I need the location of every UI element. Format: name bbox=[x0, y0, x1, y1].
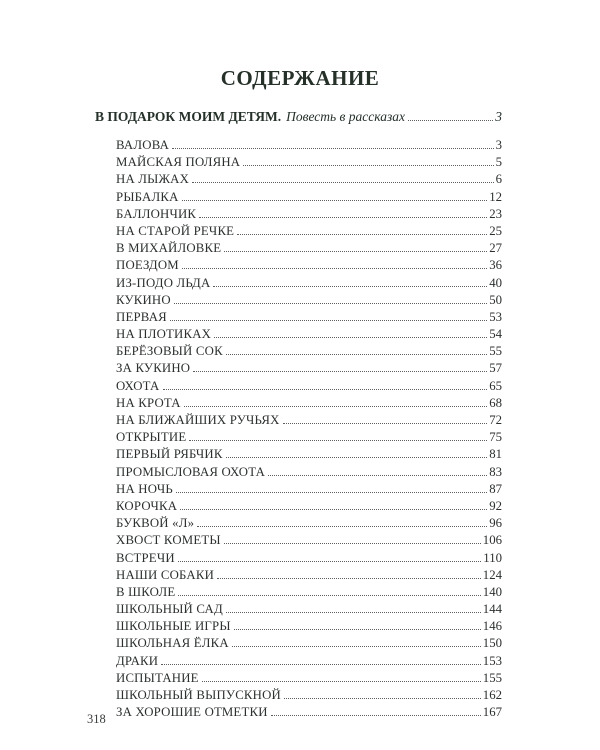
toc-entry bbox=[116, 618, 502, 635]
toc-entry-page-number: 167 bbox=[482, 705, 502, 720]
toc-entry-title: ВАЛОВА bbox=[116, 138, 170, 152]
dot-leader bbox=[284, 698, 481, 699]
dot-leader bbox=[268, 475, 487, 476]
toc-entry-page-number: 87 bbox=[489, 481, 502, 496]
dot-leader bbox=[174, 303, 487, 304]
dot-leader bbox=[170, 320, 487, 321]
toc-entry bbox=[116, 635, 502, 652]
toc-entry-page-number: 75 bbox=[489, 430, 502, 445]
toc-entry-title: ЗА КУКИНО bbox=[116, 361, 191, 376]
toc-list bbox=[116, 137, 502, 721]
toc-entry-title: В МИХАЙЛОВКЕ bbox=[116, 241, 222, 256]
toc-entry-title: ОХОТА bbox=[116, 378, 160, 393]
dot-leader bbox=[224, 251, 487, 252]
toc-entry-title: ШКОЛЬНЫЙ ВЫПУСКНОЙ bbox=[116, 688, 281, 702]
dot-leader bbox=[408, 120, 493, 121]
toc-entry-title: ДРАКИ bbox=[116, 653, 159, 668]
section-page-number: 3 bbox=[495, 109, 502, 124]
toc-entry-page-number: 106 bbox=[482, 533, 502, 548]
page-number: 318 bbox=[87, 712, 106, 726]
dot-leader bbox=[197, 526, 487, 527]
toc-entry-title: ШКОЛЬНАЯ ЁЛКА bbox=[116, 636, 229, 651]
toc-entry bbox=[116, 292, 502, 309]
toc-entry-page-number: 72 bbox=[489, 413, 502, 427]
toc-entry-title: БУКВОЙ «Л» bbox=[116, 516, 195, 531]
toc-entry-title: НА КРОТА bbox=[116, 395, 181, 410]
toc-entry-page-number: 55 bbox=[489, 344, 502, 359]
toc-entry-page-number: 83 bbox=[489, 464, 502, 479]
toc-entry bbox=[116, 498, 502, 515]
dot-leader bbox=[217, 578, 481, 579]
section-subtitle: Повесть в рассказах bbox=[286, 109, 405, 124]
toc-entry-page-number: 57 bbox=[489, 361, 502, 376]
dot-leader bbox=[214, 337, 487, 338]
toc-entry bbox=[116, 584, 502, 601]
toc-entry-page-number: 162 bbox=[482, 688, 502, 702]
toc-entry-title: ШКОЛЬНЫЕ ИГРЫ bbox=[116, 619, 231, 634]
dot-leader bbox=[243, 165, 493, 166]
toc-entry-title: ОТКРЫТИЕ bbox=[116, 430, 187, 445]
dot-leader bbox=[226, 354, 487, 355]
toc-entry-page-number: 27 bbox=[489, 241, 502, 256]
dot-leader bbox=[226, 612, 481, 613]
dot-leader bbox=[172, 148, 494, 149]
dot-leader bbox=[226, 457, 488, 458]
dot-leader bbox=[184, 406, 487, 407]
toc-entry-title: ПРОМЫСЛОВАЯ ОХОТА bbox=[116, 464, 266, 479]
dot-leader bbox=[271, 715, 481, 716]
toc-entry bbox=[116, 395, 502, 412]
dot-leader bbox=[163, 389, 488, 390]
toc-entry bbox=[116, 154, 502, 171]
toc-entry-title: НА НОЧЬ bbox=[116, 481, 173, 496]
toc-entry-page-number: 12 bbox=[489, 189, 502, 204]
dot-leader bbox=[232, 646, 481, 647]
toc-entry bbox=[116, 378, 502, 395]
toc-entry bbox=[116, 704, 502, 721]
toc-entry bbox=[116, 360, 502, 377]
toc-entry-title: КОРОЧКА bbox=[116, 498, 178, 513]
toc-entry-title: ПЕРВЫЙ РЯБЧИК bbox=[116, 447, 223, 462]
toc-entry-title: НА БЛИЖАЙШИХ РУЧЬЯХ bbox=[116, 413, 280, 427]
toc-entry bbox=[116, 206, 502, 223]
toc-entry bbox=[116, 343, 502, 360]
toc-entry bbox=[116, 429, 502, 446]
toc-entry-page-number: 36 bbox=[489, 258, 502, 273]
toc-entry-page-number: 96 bbox=[489, 516, 502, 531]
toc-entry-title: ШКОЛЬНЫЙ САД bbox=[116, 602, 223, 617]
toc-entry-page-number: 150 bbox=[482, 636, 502, 651]
toc-entry-page-number: 153 bbox=[482, 653, 502, 668]
toc-entry-page-number: 25 bbox=[489, 223, 502, 238]
dot-leader bbox=[178, 561, 481, 562]
dot-leader bbox=[213, 286, 487, 287]
toc-entry-title: ПОЕЗДОМ bbox=[116, 258, 179, 273]
dot-leader bbox=[161, 664, 481, 665]
toc-entry-title: ХВОСТ КОМЕТЫ bbox=[116, 533, 221, 548]
toc-entry bbox=[116, 412, 502, 429]
toc-entry bbox=[116, 481, 502, 498]
toc-entry bbox=[116, 189, 502, 206]
dot-leader bbox=[234, 629, 481, 630]
toc-entry bbox=[116, 446, 502, 463]
toc-entry bbox=[116, 275, 502, 292]
toc-entry bbox=[116, 309, 502, 326]
toc-entry bbox=[116, 223, 502, 240]
toc-entry-page-number: 3 bbox=[495, 138, 502, 152]
dot-leader bbox=[182, 268, 487, 269]
toc-entry bbox=[116, 567, 502, 584]
toc-entry bbox=[116, 532, 502, 549]
dot-leader bbox=[202, 681, 481, 682]
dot-leader bbox=[176, 492, 487, 493]
toc-section-heading bbox=[95, 109, 502, 125]
toc-entry-page-number: 144 bbox=[482, 602, 502, 617]
toc-entry-title: МАЙСКАЯ ПОЛЯНА bbox=[116, 155, 241, 170]
toc-entry-page-number: 81 bbox=[489, 447, 502, 462]
page-title: СОДЕРЖАНИЕ bbox=[220, 66, 380, 90]
dot-leader bbox=[189, 440, 487, 441]
toc-entry bbox=[116, 550, 502, 567]
toc-entry-page-number: 23 bbox=[489, 206, 502, 221]
toc-entry-page-number: 124 bbox=[482, 567, 502, 582]
toc-entry-title: БАЛЛОНЧИК bbox=[116, 206, 197, 221]
toc-entry bbox=[116, 326, 502, 343]
toc-entry bbox=[116, 515, 502, 532]
toc-entry-title: ПЕРВАЯ bbox=[116, 309, 167, 324]
toc-entry-page-number: 40 bbox=[489, 275, 502, 290]
toc-entry-page-number: 53 bbox=[489, 309, 502, 324]
toc-entry-title: НА СТАРОЙ РЕЧКЕ bbox=[116, 223, 235, 238]
toc-entry-page-number: 68 bbox=[489, 395, 502, 410]
dot-leader bbox=[237, 234, 487, 235]
toc-entry bbox=[116, 653, 502, 670]
toc-entry bbox=[116, 171, 502, 188]
dot-leader bbox=[178, 595, 480, 596]
toc-entry-title: РЫБАЛКА bbox=[116, 189, 179, 204]
dot-leader bbox=[193, 371, 487, 372]
toc-entry-title: ИЗ-ПОДО ЛЬДА bbox=[116, 275, 211, 290]
toc-entry-page-number: 155 bbox=[482, 670, 502, 685]
toc-entry bbox=[116, 464, 502, 481]
toc-entry-title: ВСТРЕЧИ bbox=[116, 550, 175, 565]
toc-entry-page-number: 65 bbox=[489, 378, 502, 393]
dot-leader bbox=[199, 217, 487, 218]
toc-entry bbox=[116, 257, 502, 274]
dot-leader bbox=[180, 509, 487, 510]
toc-entry bbox=[116, 137, 502, 154]
toc-entry-page-number: 54 bbox=[489, 327, 502, 342]
dot-leader bbox=[182, 200, 488, 201]
section-title: В ПОДАРОК МОИМ ДЕТЯМ. bbox=[95, 109, 282, 124]
toc-entry-title: КУКИНО bbox=[116, 292, 171, 307]
toc-entry-title: НА ЛЫЖАХ bbox=[116, 172, 190, 187]
dot-leader bbox=[224, 543, 481, 544]
toc-entry-page-number: 110 bbox=[483, 550, 502, 565]
toc-entry-page-number: 50 bbox=[489, 292, 502, 307]
dot-leader bbox=[283, 423, 488, 424]
toc-entry-title: НАШИ СОБАКИ bbox=[116, 567, 215, 582]
toc-entry-page-number: 92 bbox=[489, 498, 502, 513]
toc-entry-title: ИСПЫТАНИЕ bbox=[116, 670, 199, 685]
toc-entry-page-number: 140 bbox=[482, 584, 502, 599]
dot-leader bbox=[192, 182, 494, 183]
toc-entry bbox=[116, 670, 502, 687]
toc-entry-title: ЗА ХОРОШИЕ ОТМЕТКИ bbox=[116, 705, 268, 720]
toc-entry-title: НА ПЛОТИКАХ bbox=[116, 327, 212, 342]
toc-entry-page-number: 6 bbox=[495, 172, 502, 187]
toc-entry-title: В ШКОЛЕ bbox=[116, 584, 176, 599]
toc-entry bbox=[116, 240, 502, 257]
toc-entry-title: БЕРЁЗОВЫЙ СОК bbox=[116, 344, 223, 359]
toc-entry-page-number: 146 bbox=[482, 619, 502, 634]
toc-entry bbox=[116, 687, 502, 704]
toc-entry-page-number: 5 bbox=[495, 155, 502, 170]
toc-entry bbox=[116, 601, 502, 618]
